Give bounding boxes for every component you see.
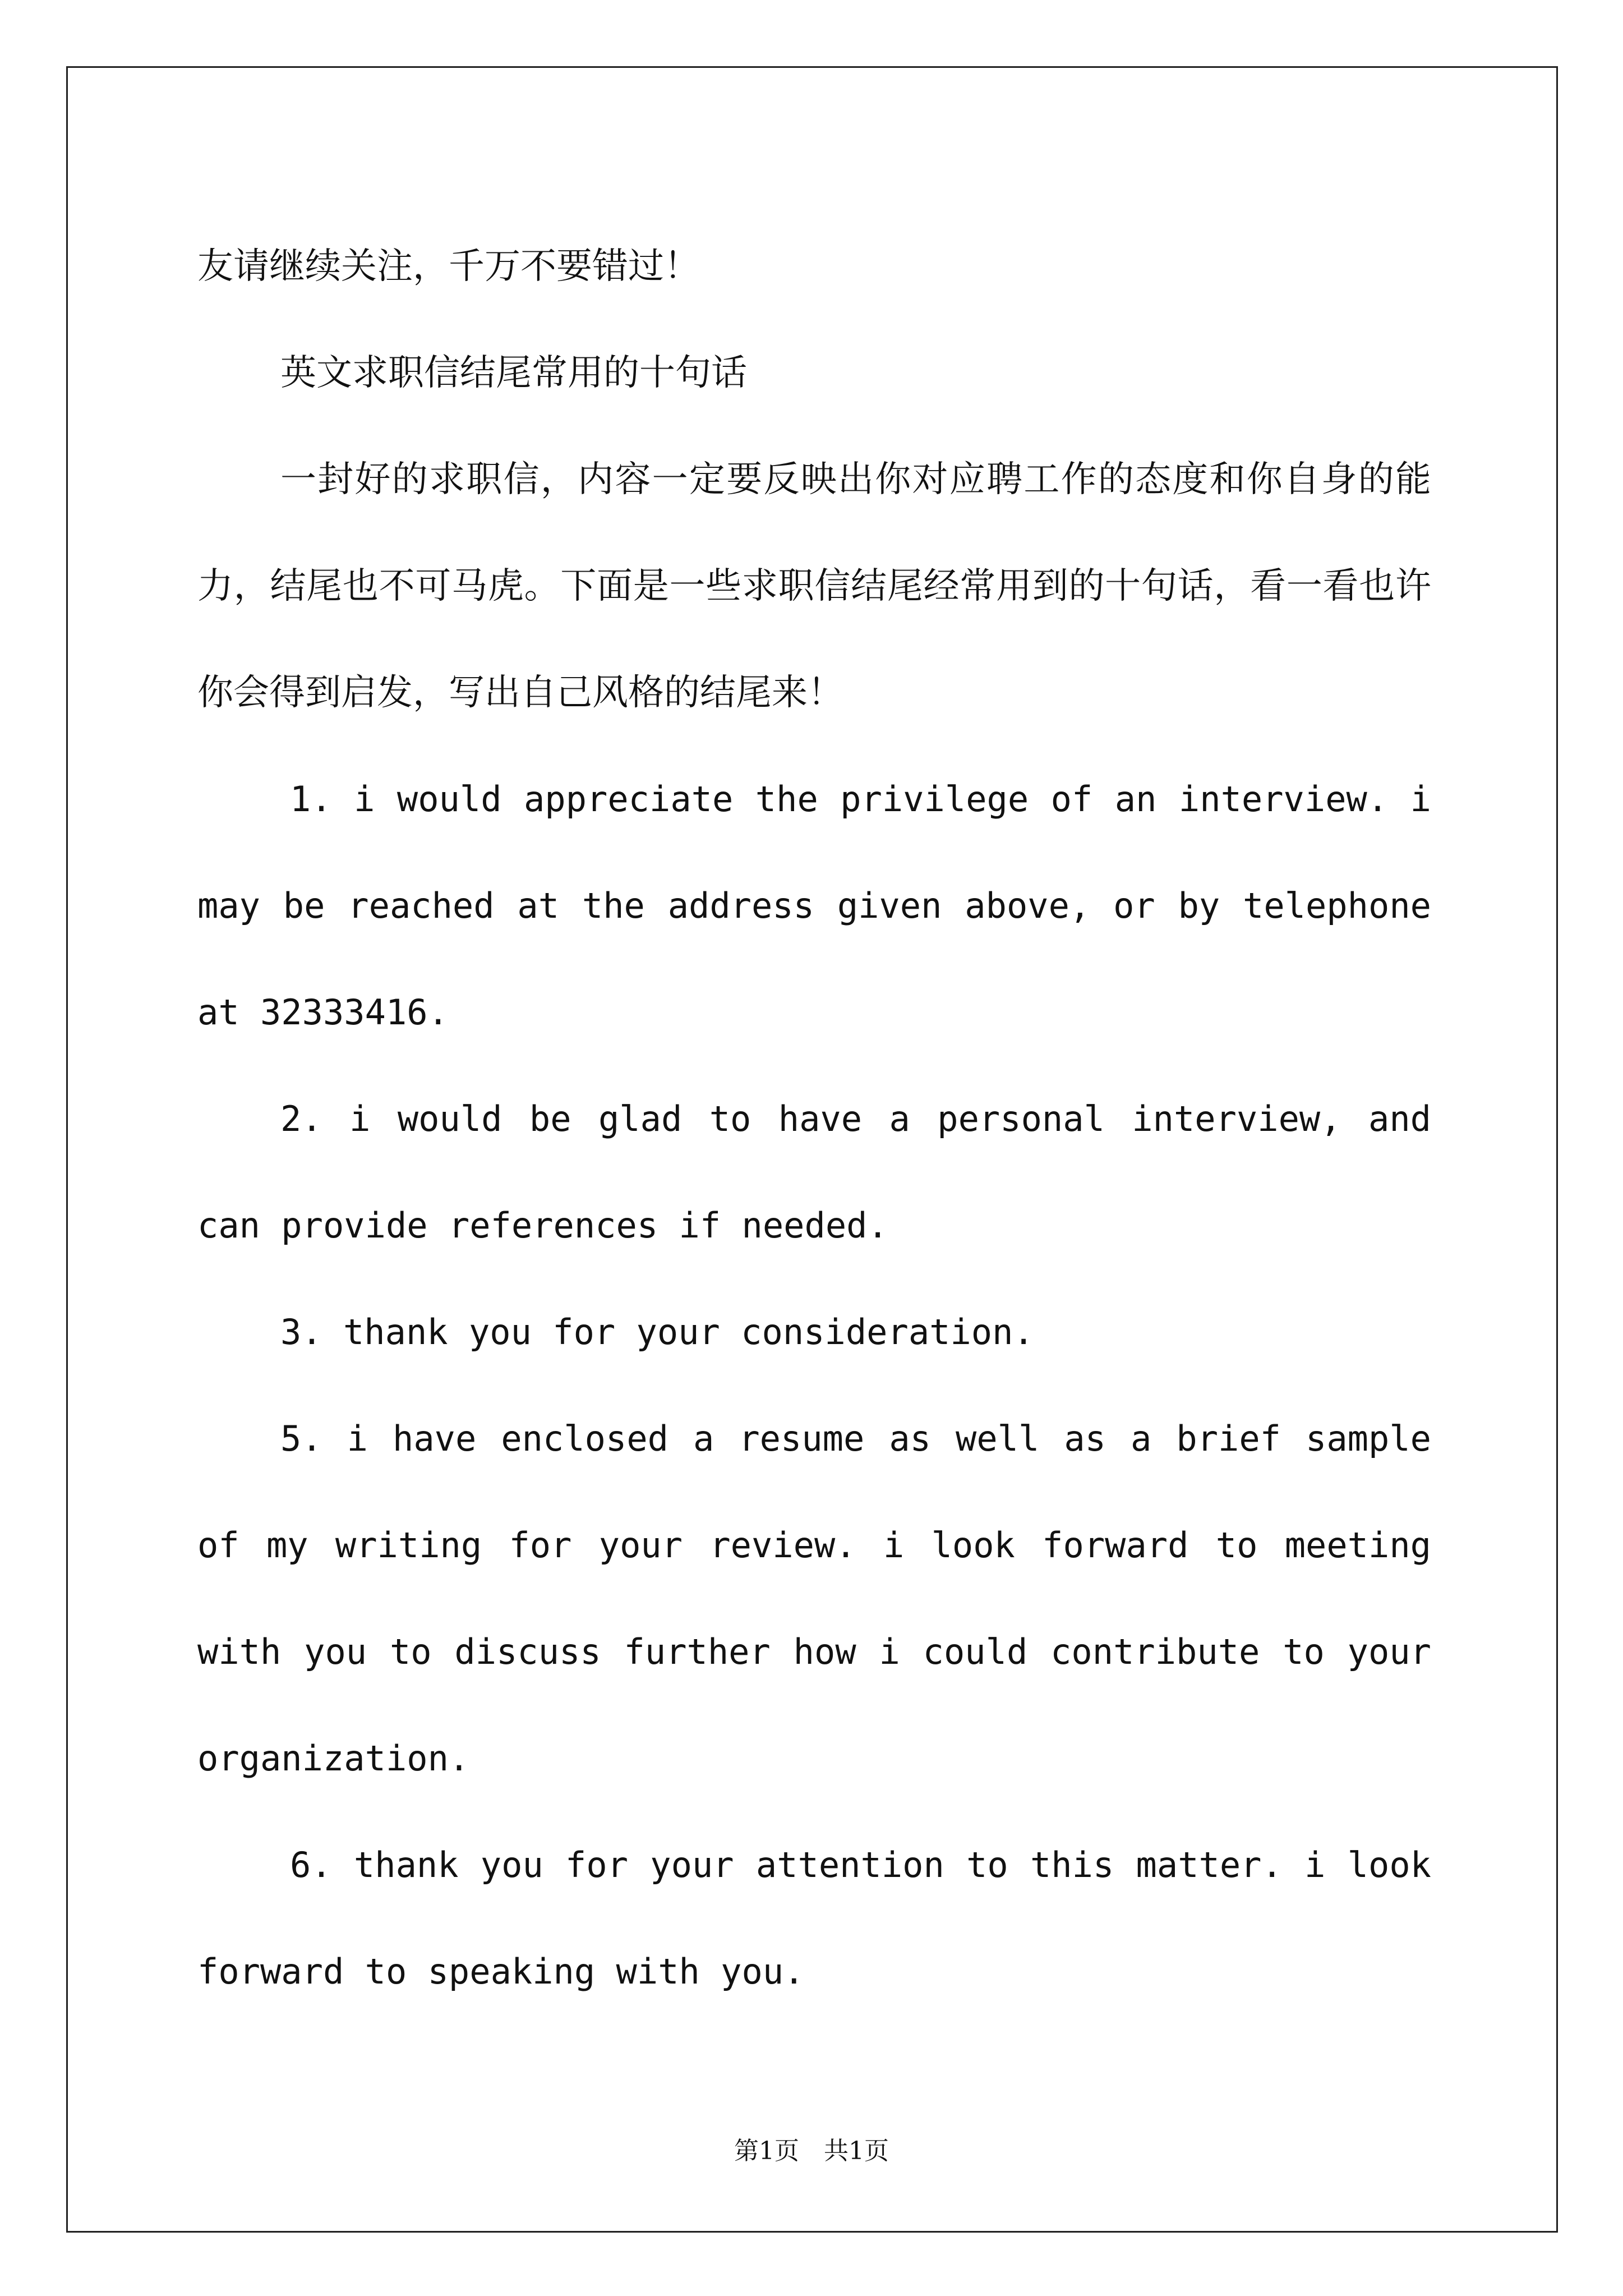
page-number: 第1页: [734, 2137, 799, 2165]
list-item-5: 5. i have enclosed a resume as well as a brief sample of my writing for your review. i look forward to meeting with you to discuss further how i could contribute to your organization.: [197, 1418, 1431, 1779]
list-item-1: 1. i would appreciate the privilege of an interview. i may be reached at the address given above, or by telephone at 32333416.: [197, 779, 1431, 1033]
document-body: [197, 213, 1431, 2025]
list-item-2: 2. i would be glad to have a personal interview, and can provide references if needed.: [197, 1098, 1431, 1246]
paragraph-continuation: 友请继续关注，千万不要错过！: [197, 246, 700, 287]
list-item-6: 6. thank you for your attention to this matter. i look forward to speaking with you.: [197, 1844, 1431, 1992]
list-item-3: 3. thank you for your consideration.: [280, 1312, 1034, 1352]
paragraph-intro: 一封好的求职信，内容一定要反映出你对应聘工作的态度和你自身的能力，结尾也不可马虎。下面是一些求职信结尾经常用到的十句话，看一看也许你会得到启发，写出自己风格的结尾来！: [197, 459, 1431, 714]
section-heading: 英文求职信结尾常用的十句话: [280, 352, 747, 394]
page-total: 共1页: [824, 2137, 889, 2165]
page-footer: [0, 2134, 1623, 2168]
